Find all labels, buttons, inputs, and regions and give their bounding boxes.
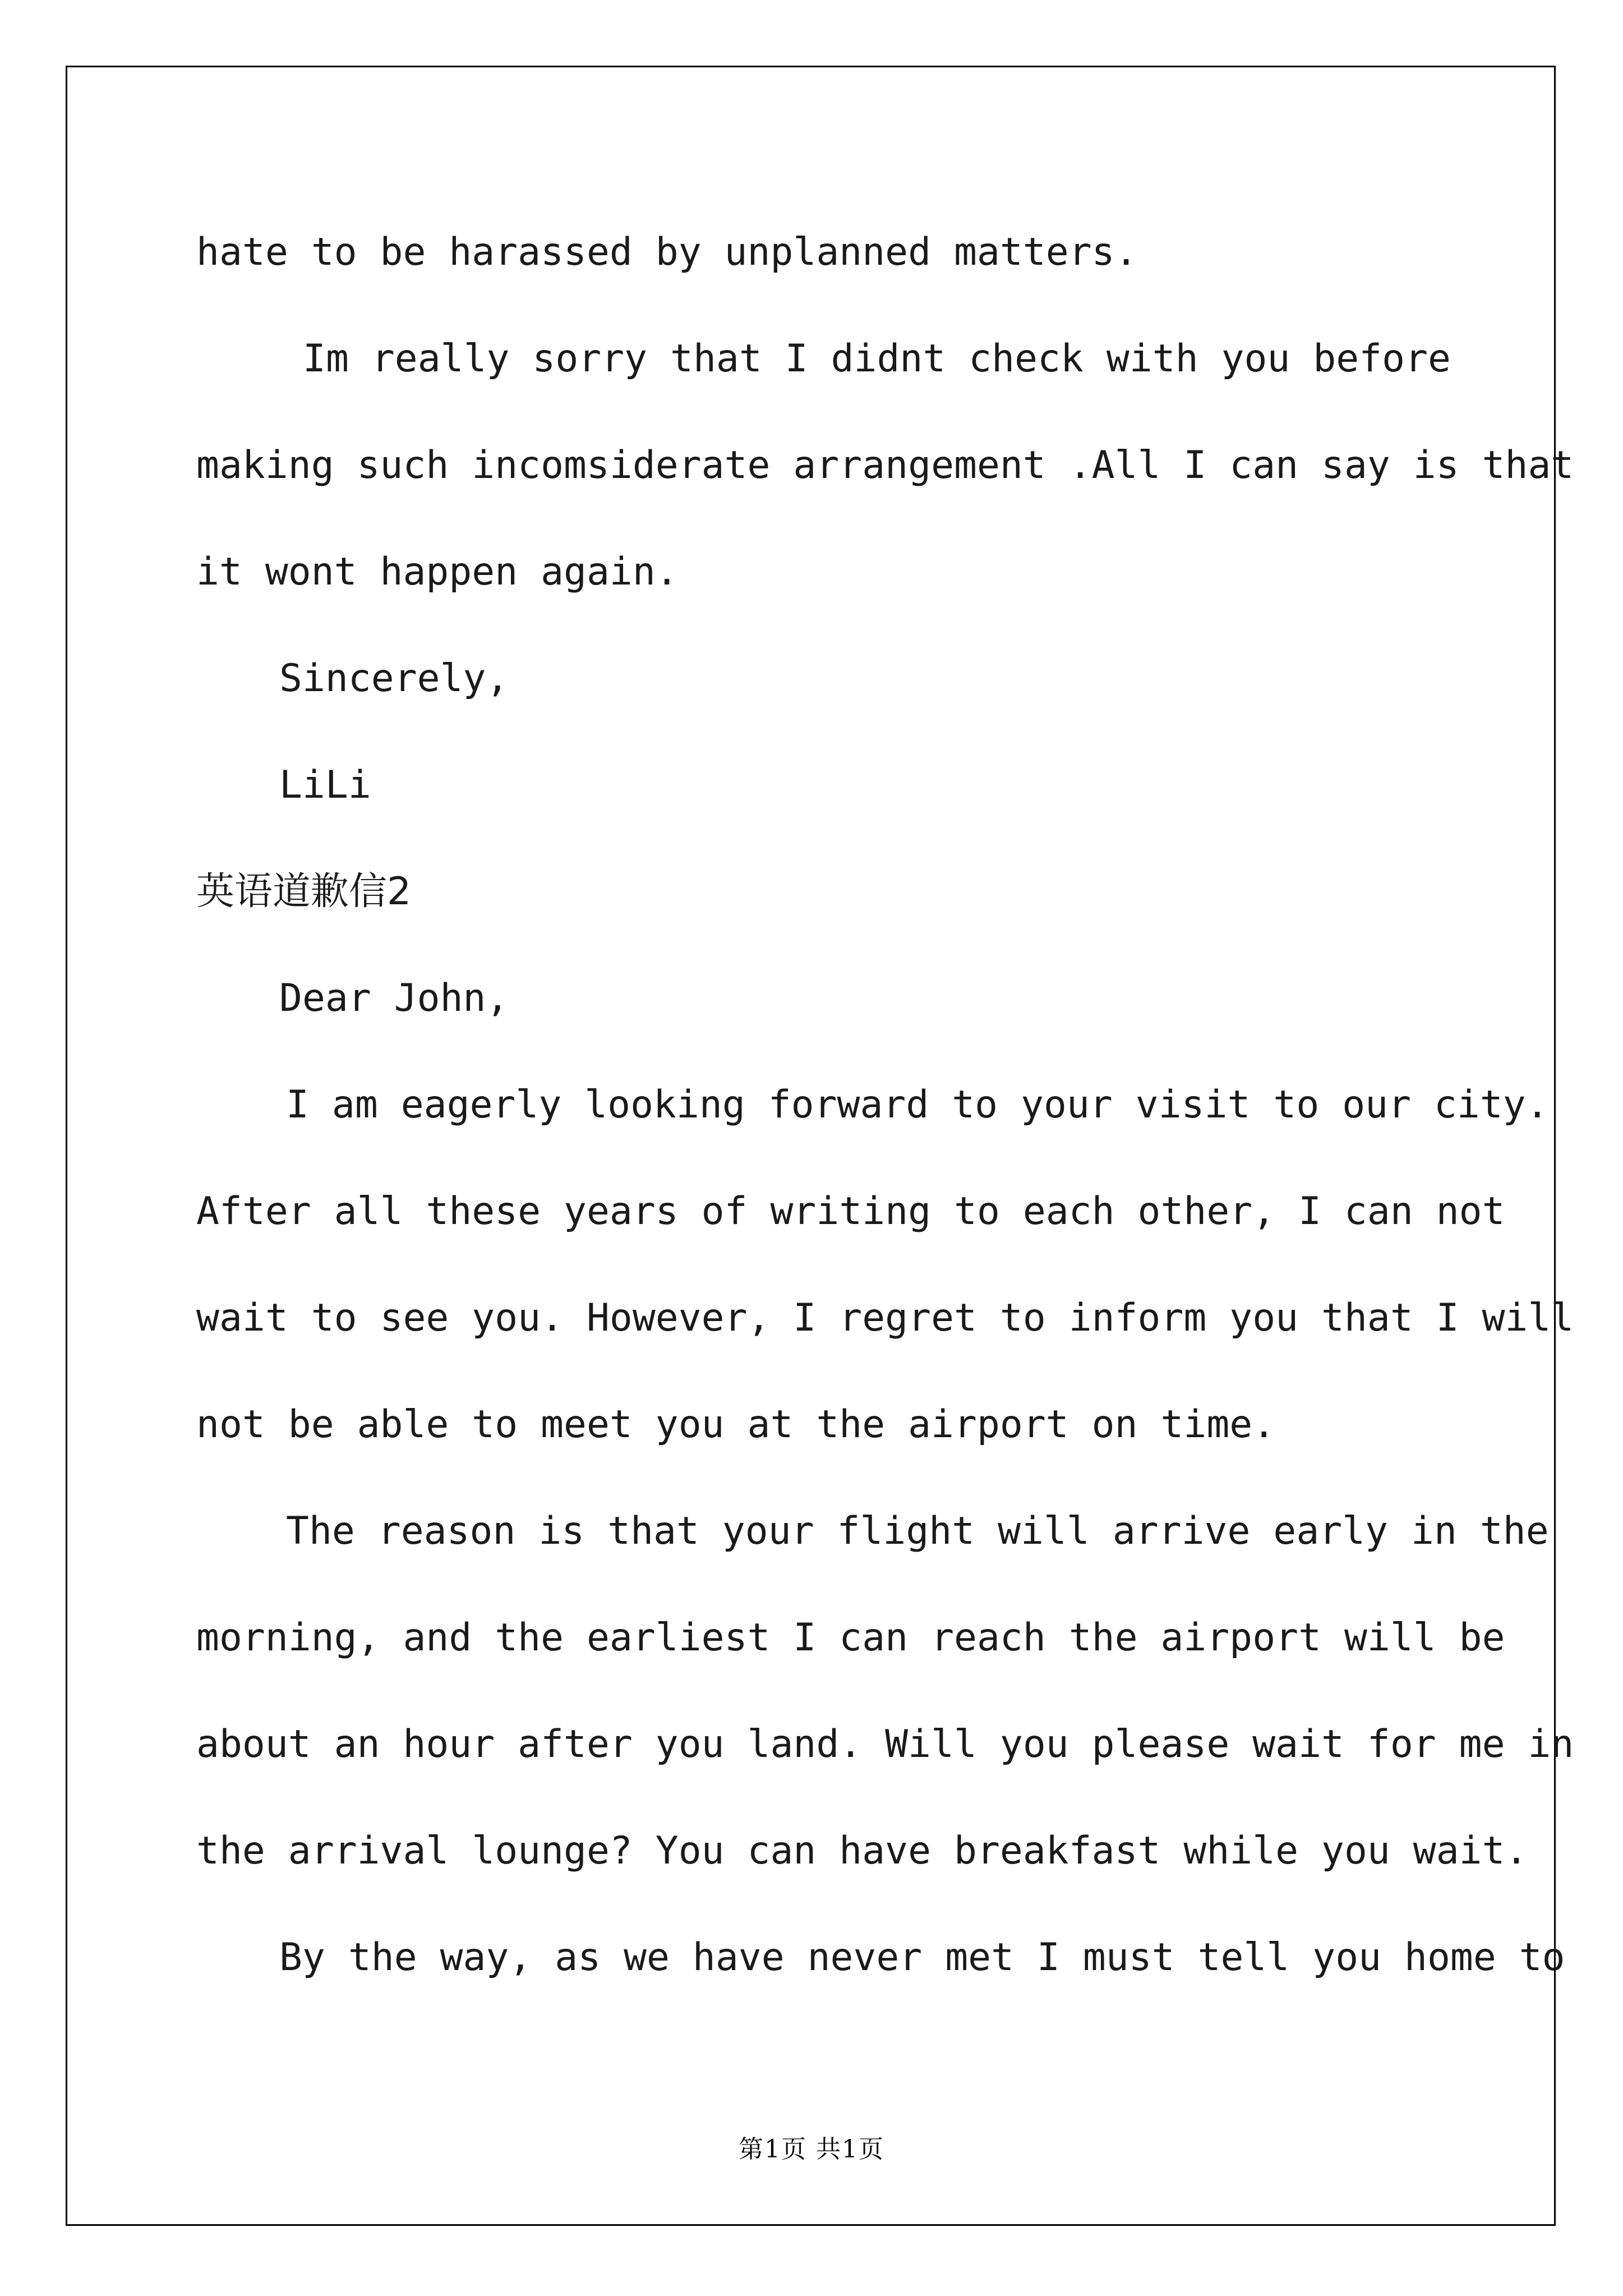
text-line: making such incomsiderate arrangement .All I can say is that xyxy=(196,443,1574,487)
paragraph-first-line: By the way, as we have never met I must tell you home to xyxy=(279,1935,1565,1980)
text-line: wait to see you. However, I regret to inform you that I will xyxy=(196,1296,1574,1340)
closing-salutation: Sincerely, xyxy=(279,656,509,701)
page-border xyxy=(66,66,1574,2226)
text-line: morning, and the earliest I can reach the airport will be xyxy=(196,1616,1505,1660)
text-line: After all these years of writing to each other, I can not xyxy=(196,1189,1505,1234)
page-number-footer: 第1页 共1页 xyxy=(739,2135,884,2164)
text-line: hate to be harassed by unplanned matters. xyxy=(196,230,1138,274)
signature-name: LiLi xyxy=(279,763,371,807)
text-line: not be able to meet you at the airport on time. xyxy=(196,1402,1276,1447)
text-line: it wont happen again. xyxy=(196,550,679,594)
paragraph-first-line: The reason is that your flight will arrive early in the xyxy=(286,1509,1549,1553)
paragraph-first-line: Im really sorry that I didnt check with you before xyxy=(303,337,1451,381)
section-heading: 英语道歉信2 xyxy=(196,869,412,914)
paragraph-first-line: I am eagerly looking forward to your visit to our city. xyxy=(286,1083,1549,1127)
greeting: Dear John, xyxy=(279,976,509,1020)
text-line: the arrival lounge? You can have breakfast while you wait. xyxy=(196,1829,1528,1873)
text-line: about an hour after you land. Will you please wait for me in xyxy=(196,1722,1574,1766)
